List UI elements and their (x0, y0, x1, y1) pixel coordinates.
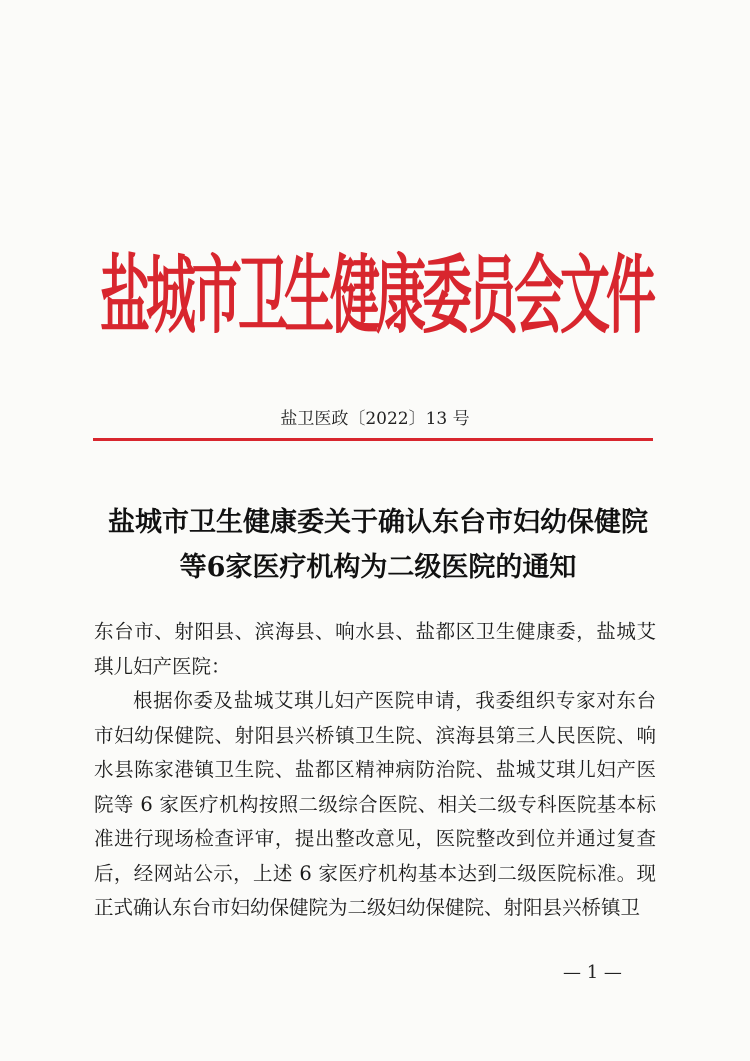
notice-title (88, 500, 668, 590)
page-number: — 1 — (563, 962, 622, 983)
notice-title-line-2: 等6家医疗机构为二级医院的通知 (179, 552, 577, 583)
recipients: 东台市、射阳县、滨海县、响水县、盐都区卫生健康委，盐城艾琪儿妇产医院： (94, 620, 656, 678)
notice-body (94, 615, 656, 926)
notice-title-line-1: 盐城市卫生健康委关于确认东台市妇幼保健院 (108, 507, 648, 538)
issuing-authority-title: 盐城市卫生健康委员会文件 (100, 245, 652, 346)
body-paragraph: 根据你委及盐城艾琪儿妇产医院申请，我委组织专家对东台市妇幼保健院、射阳县兴桥镇卫生院、滨海县第三人民医院、响水县陈家港镇卫生院、盐都区精神病防治院、盐城艾琪儿妇产医院等 6 家医疗机构按照二级综合医院、相关二级专科医院基本标准进行现场检查评审，提出整改意见，医院整改到位并通过复查后，经网站公示，上述 6 家医疗机构基本达到二级医院标准。现正式确认东台市妇幼保健院为二级妇幼保健院、射阳县兴桥镇卫 (94, 689, 656, 919)
document-number: 盐卫医政〔2022〕13 号 (280, 409, 470, 429)
red-divider-line (93, 438, 653, 441)
